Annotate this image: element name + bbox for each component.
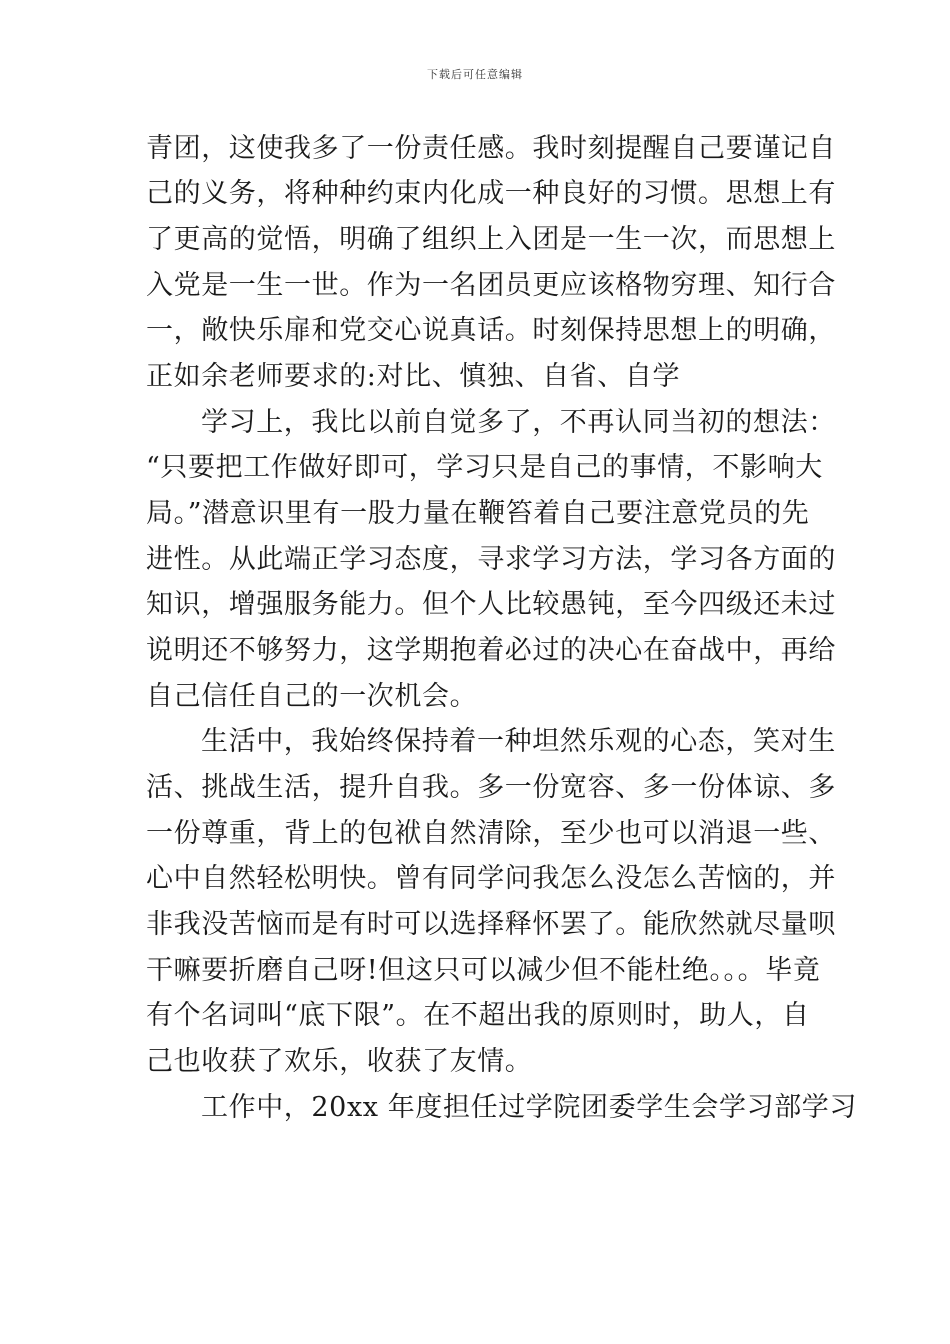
text-line: 入党是一生一世。作为一名团员更应该格物穷理、知行合: [146, 270, 836, 301]
paragraph-start-line: 生活中，我始终保持着一种坦然乐观的心态，笑对生: [201, 726, 836, 757]
text-line: 一，敞快乐扉和党交心说真话。时刻保持思想上的明确，: [146, 315, 836, 346]
text-line: 青团，这使我多了一份责任感。我时刻提醒自己要谨记自: [146, 133, 836, 164]
text-line: 局。”潜意识里有一股力量在鞭笞着自己要注意党员的先: [146, 498, 810, 529]
page-header: 下载后可任意编辑: [427, 68, 523, 81]
text-line: “只要把工作做好即可，学习只是自己的事情，不影响大: [146, 452, 823, 483]
text-line: 活、挑战生活，提升自我。多一份宽容、多一份体谅、多: [146, 772, 836, 803]
text-line: 一份尊重，背上的包袱自然清除，至少也可以消退一些、: [146, 818, 836, 849]
text-line: 知识，增强服务能力。但个人比较愚钝，至今四级还未过: [146, 589, 836, 620]
text-line: 了更高的觉悟，明确了组织上入团是一生一次，而思想上: [146, 224, 836, 255]
paragraph-start-line: 工作中，20xx 年度担任过学院团委学生会学习部学习: [201, 1092, 857, 1123]
text-line: 己也收获了欢乐，收获了友情。: [146, 1046, 533, 1077]
text-line: 干嘛要折磨自己呀!但这只可以减少但不能杜绝。。。毕竟: [146, 955, 821, 986]
text-line: 说明还不够努力，这学期抱着必过的决心在奋战中，再给: [146, 635, 836, 666]
text-line: 心中自然轻松明快。曾有同学问我怎么没怎么苦恼的，并: [146, 863, 836, 894]
paragraph-start-line: 学习上，我比以前自觉多了，不再认同当初的想法：: [201, 407, 836, 438]
text-line: 进性。从此端正学习态度，寻求学习方法，学习各方面的: [146, 544, 836, 575]
text-line: 正如余老师要求的:对比、慎独、自省、自学: [146, 361, 681, 392]
text-line: 己的义务，将种种约束内化成一种良好的习惯。思想上有: [146, 178, 836, 209]
text-line: 非我没苦恼而是有时可以选择释怀罢了。能欣然就尽量呗: [146, 909, 836, 940]
text-line: 有个名词叫“底下限”。在不超出我的原则时，助人，自: [146, 1000, 810, 1031]
text-line: 自己信任自己的一次机会。: [146, 681, 478, 712]
